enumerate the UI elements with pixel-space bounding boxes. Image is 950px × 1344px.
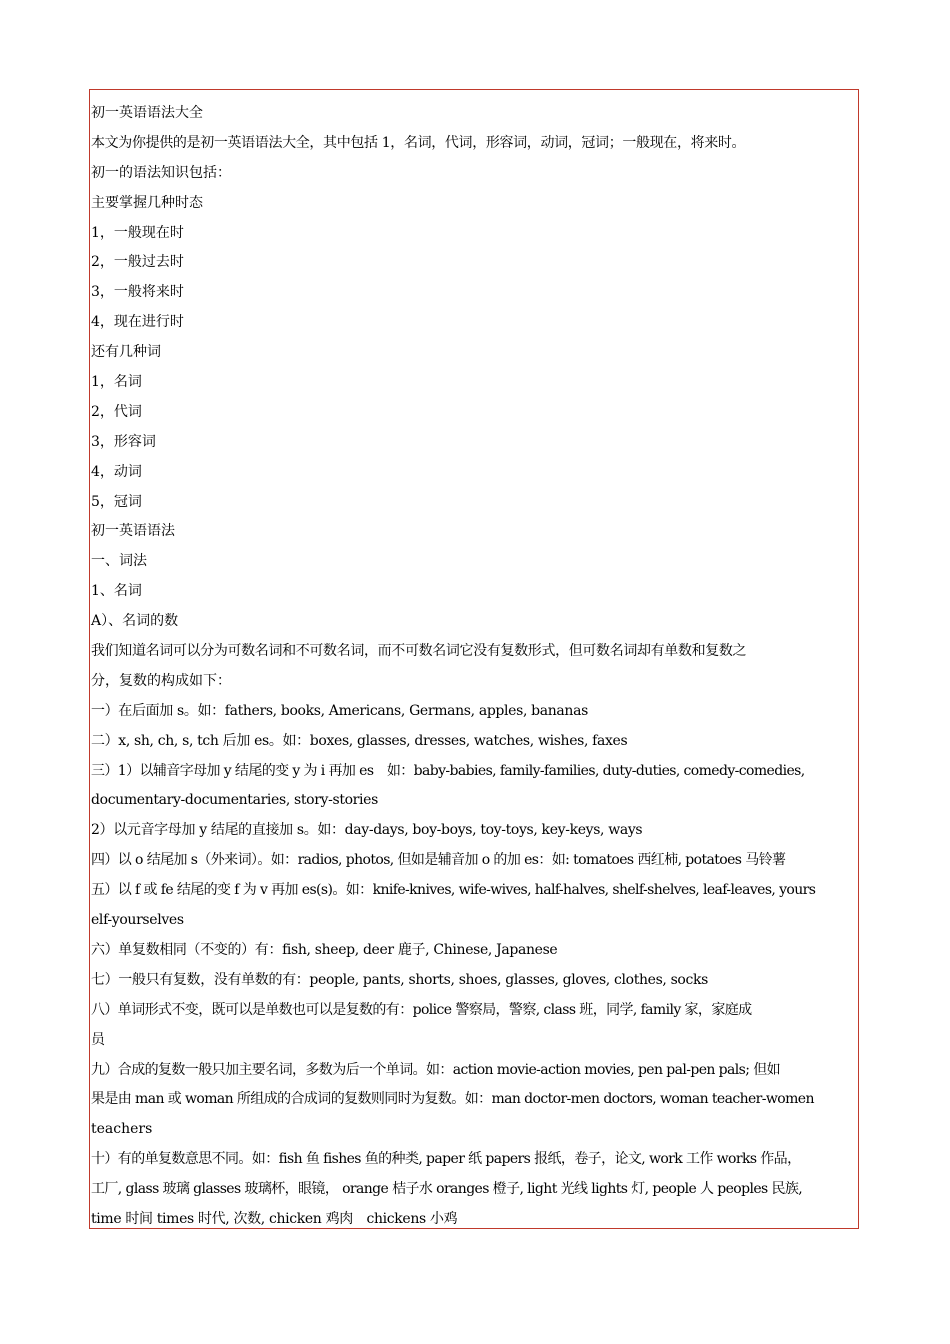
list-item: 3，形容词 [91, 433, 156, 450]
list-item: 3，一般将来时 [91, 284, 184, 301]
document-title: 初一英语语法大全 [91, 105, 203, 121]
section-heading: 1、名词 [91, 583, 142, 600]
section-heading: A）、名词的数 [91, 613, 179, 630]
rule-line: 十）有的单复数意思不同。如：fish 鱼 fishes 鱼的种类, paper 纸 papers 报纸，卷子，论文, work 工作 works 作品， [91, 1151, 801, 1168]
section-heading: 还有几种词 [91, 344, 161, 361]
list-item: 4，现在进行时 [91, 314, 184, 331]
list-item: 4，动词 [91, 463, 142, 480]
rule-line: 员 [91, 1031, 105, 1048]
rule-line: 工厂, glass 玻璃 glasses 玻璃杯，眼镜， orange 桔子水 oranges 橙子, light 光线 lights 灯, people 人 peoples 民族, [91, 1181, 803, 1198]
section-heading: 主要掌握几种时态 [91, 194, 203, 211]
rule-line: 四）以 o 结尾加 s（外来词）。如：radios, photos, 但如是辅音加 o 的加 es：如: tomatoes 西红柿, potatoes 马铃薯 [91, 852, 786, 869]
document-body [91, 99, 863, 1235]
rule-line: teachers [91, 1121, 153, 1138]
list-item: 1，名词 [91, 374, 142, 391]
text-line: 初一的语法知识包括： [91, 164, 231, 181]
intro-paragraph: 本文为你提供的是初一英语语法大全，其中包括 1，名词，代词，形容词，动词，冠词；一般现在，将来时。 [91, 134, 746, 151]
rule-line: elf-yourselves [91, 912, 184, 929]
rule-line: 六）单复数相同（不变的）有：fish, sheep, deer 鹿子, Chinese, Japanese [91, 941, 558, 958]
rule-line: 2）以元音字母加 y 结尾的直接加 s。如：day-days, boy-boys, toy-toys, key-keys, ways [91, 822, 643, 839]
paragraph-line: 我们知道名词可以分为可数名词和不可数名词，而不可数名词它没有复数形式，但可数名词却有单数和复数之 [91, 643, 747, 660]
rule-line: 五）以 f 或 fe 结尾的变 f 为 v 再加 es(s)。如：knife-knives, wife-wives, half-halves, shelf-shelves, leaf-leaves, yours [91, 882, 816, 899]
section-heading: 一、词法 [91, 553, 147, 570]
rule-line: 三）1）以辅音字母加 y 结尾的变 y 为 i 再加 es 如：baby-babies, family-families, duty-duties, comedy-comedies, [91, 762, 805, 779]
section-heading: 初一英语语法 [91, 523, 175, 540]
rule-line: time 时间 times 时代, 次数, chicken 鸡肉 chickens 小鸡 [91, 1210, 458, 1227]
rule-line: 二）x, sh, ch, s, tch 后加 es。如：boxes, glasses, dresses, watches, wishes, faxes [91, 732, 628, 749]
list-item: 2，一般过去时 [91, 254, 184, 271]
rule-line: 八）单词形式不变，既可以是单数也可以是复数的有：police 警察局，警察, class 班，同学, family 家，家庭成 [91, 1001, 752, 1018]
list-item: 1，一般现在时 [91, 224, 184, 241]
list-item: 5，冠词 [91, 493, 142, 510]
paragraph-line: 分，复数的构成如下： [91, 672, 231, 689]
rule-line: 七）一般只有复数，没有单数的有：people, pants, shorts, shoes, glasses, gloves, clothes, socks [91, 971, 708, 988]
rule-line: documentary-documentaries, story-stories [91, 792, 378, 809]
list-item: 2，代词 [91, 403, 142, 420]
rule-line: 九）合成的复数一般只加主要名词，多数为后一个单词。如：action movie-action movies, pen pal-pen pals; 但如 [91, 1061, 781, 1078]
rule-line: 一）在后面加 s。如：fathers, books, Americans, Germans, apples, bananas [91, 702, 588, 719]
rule-line: 果是由 man 或 woman 所组成的合成词的复数则同时为复数。如：man doctor-men doctors, woman teacher-women [91, 1091, 814, 1108]
